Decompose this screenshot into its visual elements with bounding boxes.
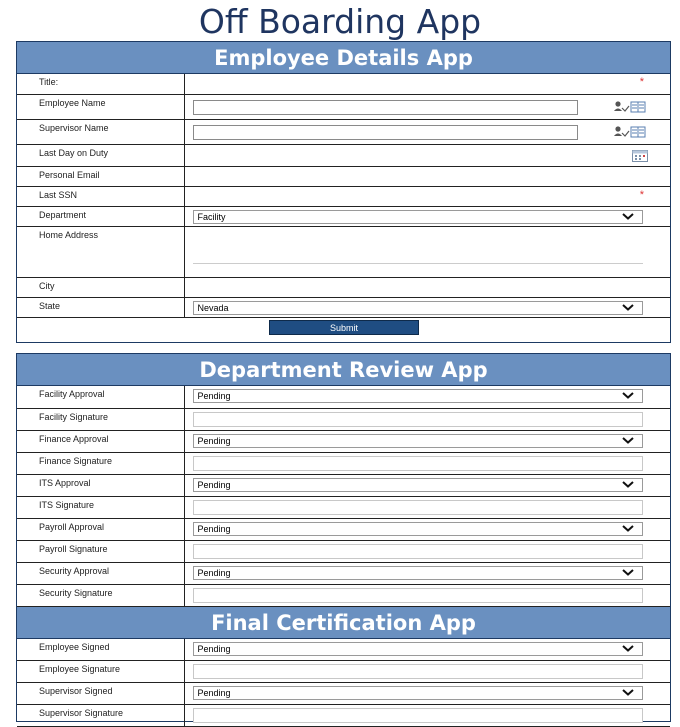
title-label: Title: (17, 74, 184, 94)
approval-select[interactable] (193, 522, 643, 536)
chevron-down-icon (622, 523, 634, 533)
form-row (17, 540, 670, 562)
form-row (17, 408, 670, 430)
form-row (17, 386, 670, 408)
form-row (17, 474, 670, 496)
home-address-textarea[interactable] (193, 231, 643, 264)
field-label: Finance Signature (17, 452, 184, 474)
approval-select[interactable] (193, 686, 643, 700)
form-row (17, 430, 670, 452)
form-row (17, 705, 670, 727)
department-value: Facility (197, 211, 226, 222)
approval-value: Pending (197, 643, 231, 654)
last-day-field[interactable] (184, 144, 670, 166)
signature-input[interactable] (193, 708, 643, 723)
form-row (17, 496, 670, 518)
signature-input[interactable] (193, 412, 643, 427)
chevron-down-icon (622, 687, 634, 697)
employee-name-input[interactable] (193, 100, 578, 115)
approval-value: Pending (197, 688, 231, 698)
department-select[interactable] (193, 210, 643, 224)
final-certification-header: Final Certification App (17, 607, 670, 639)
employee-details-form (17, 74, 670, 318)
final-certification-form (17, 639, 670, 727)
department-review-panel (16, 353, 671, 722)
signature-input[interactable] (193, 500, 643, 515)
state-value: Nevada (197, 302, 229, 313)
approval-value: Pending (197, 567, 231, 578)
chevron-down-icon (622, 435, 634, 445)
chevron-down-icon (622, 390, 634, 400)
field-label: Supervisor Signed (17, 683, 184, 705)
signature-input[interactable] (193, 664, 643, 679)
city-field[interactable] (184, 277, 670, 297)
state-select[interactable] (193, 301, 643, 315)
signature-input[interactable] (193, 456, 643, 471)
chevron-down-icon (622, 302, 634, 312)
chevron-down-icon (622, 479, 634, 489)
personal-email-field[interactable] (184, 166, 670, 186)
field-label: ITS Signature (17, 496, 184, 518)
field-label: Facility Signature (17, 408, 184, 430)
chevron-down-icon (622, 643, 634, 653)
form-row (17, 452, 670, 474)
required-marker: * (639, 76, 644, 88)
personal-email-label: Personal Email (17, 166, 184, 186)
approval-select[interactable] (193, 389, 643, 403)
field-label: Security Signature (17, 584, 184, 606)
employee-details-header: Employee Details App (17, 42, 670, 74)
approval-value: Pending (197, 479, 231, 490)
field-label: Payroll Approval (17, 518, 184, 540)
employee-name-label: Employee Name (17, 94, 184, 119)
supervisor-name-input[interactable] (193, 125, 578, 140)
department-review-form (17, 386, 670, 607)
submit-button[interactable]: Submit (269, 320, 419, 335)
chevron-down-icon (622, 211, 634, 221)
field-label: Employee Signature (17, 661, 184, 683)
field-label: Supervisor Signature (17, 705, 184, 727)
signature-input[interactable] (193, 588, 643, 603)
title-field[interactable] (184, 74, 670, 94)
department-review-header: Department Review App (17, 354, 670, 386)
approval-select[interactable] (193, 642, 643, 656)
required-marker: * (639, 188, 644, 201)
form-row (17, 518, 670, 540)
chevron-down-icon (622, 567, 634, 577)
people-picker-icon[interactable] (613, 125, 647, 139)
people-picker-icon[interactable] (613, 100, 647, 114)
field-label: ITS Approval (17, 474, 184, 496)
last-ssn-label: Last SSN (17, 186, 184, 206)
last-day-label: Last Day on Duty (17, 144, 184, 166)
field-label: Payroll Signature (17, 540, 184, 562)
calendar-icon[interactable] (632, 150, 648, 162)
employee-details-panel (16, 41, 671, 343)
form-row (17, 683, 670, 705)
home-address-label: Home Address (17, 226, 184, 277)
city-label: City (17, 277, 184, 297)
last-ssn-field[interactable] (184, 186, 670, 206)
state-label: State (17, 297, 184, 317)
field-label: Finance Approval (17, 430, 184, 452)
field-label: Facility Approval (17, 386, 184, 408)
form-row (17, 584, 670, 606)
supervisor-name-label: Supervisor Name (17, 119, 184, 144)
form-row (17, 562, 670, 584)
field-label: Security Approval (17, 562, 184, 584)
signature-input[interactable] (193, 544, 643, 559)
form-row (17, 639, 670, 661)
approval-value: Pending (197, 391, 231, 401)
field-label: Employee Signed (17, 639, 184, 661)
approval-value: Pending (197, 435, 231, 446)
approval-select[interactable] (193, 478, 643, 492)
approval-select[interactable] (193, 566, 643, 580)
department-label: Department (17, 206, 184, 226)
approval-value: Pending (197, 523, 231, 534)
app-title: Off Boarding App (198, 2, 482, 41)
form-row (17, 661, 670, 683)
approval-select[interactable] (193, 434, 643, 448)
